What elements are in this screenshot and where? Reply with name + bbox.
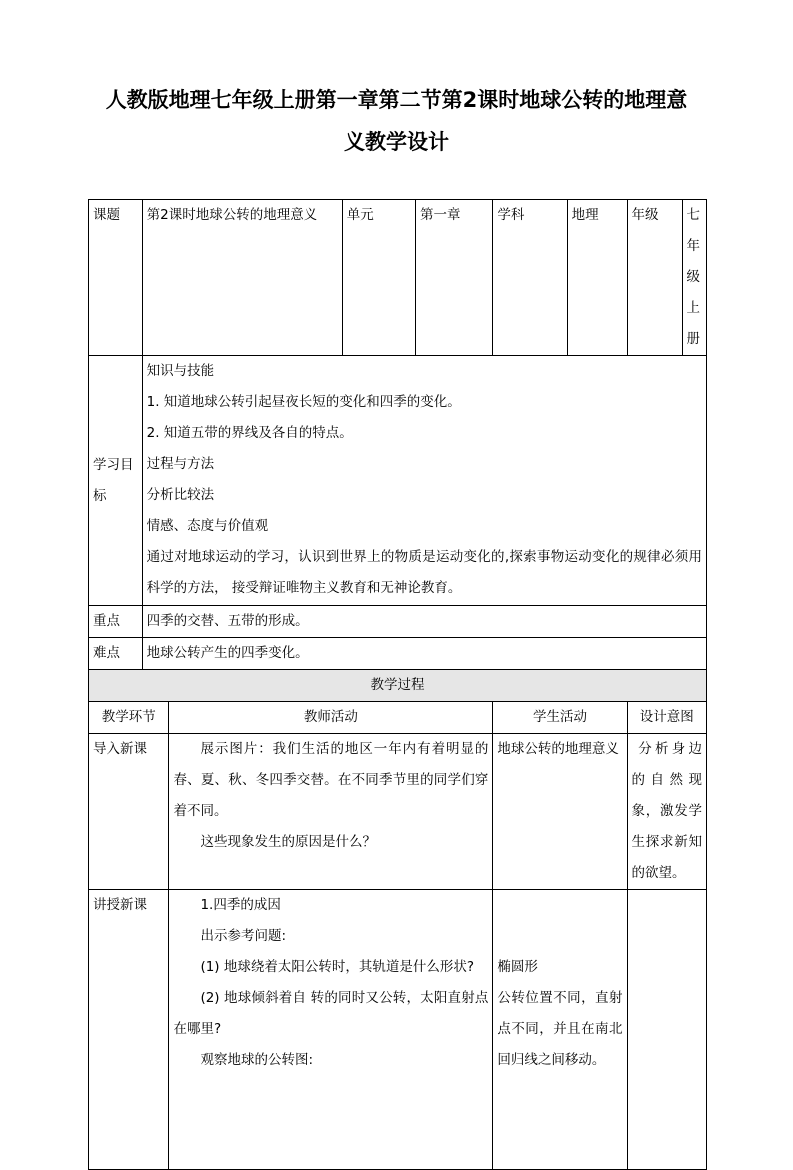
subject-value: 地理 — [567, 200, 627, 356]
column-header: 教师活动 — [169, 702, 493, 734]
student-answer: 椭圆形 — [497, 959, 538, 975]
difficult-value: 地球公转产生的四季变化。 — [142, 638, 706, 670]
stage-intro: 导入新课 — [89, 734, 169, 890]
design-intent-new — [627, 890, 707, 1170]
key-label: 重点 — [89, 606, 143, 638]
column-header: 教学环节 — [89, 702, 169, 734]
student-answer: 公转位置不同，直射点不同，并且在南北回归线之间移动。 — [497, 990, 623, 1068]
unit-value: 第一章 — [416, 200, 493, 356]
objective-line: 知识与技能 — [146, 363, 215, 379]
teacher-paragraph: 观察地球的公转图: — [200, 1052, 314, 1068]
objectives-content — [142, 356, 706, 606]
teacher-paragraph: (1) 地球绕着太阳公转时，其轨道是什么形状? — [200, 959, 475, 975]
column-header: 学生活动 — [493, 702, 627, 734]
ketou-value: 第2课时地球公转的地理意义 — [142, 200, 342, 356]
objective-line: 通过对地球运动的学习，认识到世界上的物质是运动变化的,探索事物运动变化的规律必须用科学的方法， 接受辩证唯物主义教育和无神论教育。 — [146, 549, 702, 596]
stage-new-lesson: 讲授新课 — [89, 890, 169, 1170]
objective-line: 2. 知道五带的界线及各自的特点。 — [146, 425, 353, 441]
objective-line: 1. 知道地球公转引起昼夜长短的变化和四季的变化。 — [146, 394, 461, 410]
teacher-activity-intro — [169, 734, 493, 890]
grade-cell — [627, 200, 707, 356]
grade-value: 七年级上册 — [686, 207, 700, 347]
student-activity-new — [493, 890, 627, 1170]
teacher-paragraph: 展示图片：我们生活的地区一年内有着明显的春、夏、秋、冬四季交替。在不同季节里的同学们穿着不同。 — [173, 741, 489, 819]
subject-label: 学科 — [493, 200, 567, 356]
design-intent-intro: 分析身边的自然现象，激发学生探求新知的欲望。 — [627, 734, 707, 890]
objective-line: 情感、态度与价值观 — [146, 518, 269, 534]
unit-label: 单元 — [342, 200, 415, 356]
teacher-paragraph: 出示参考问题: — [200, 928, 287, 944]
teacher-paragraph: 1.四季的成因 — [200, 897, 281, 913]
lesson-plan-table — [88, 199, 707, 1170]
grade-label: 年级 — [628, 200, 683, 355]
ketou-label: 课题 — [89, 200, 143, 356]
teacher-activity-new — [169, 890, 493, 1170]
document-title-line2: 义教学设计 — [344, 130, 449, 154]
difficult-label: 难点 — [89, 638, 143, 670]
objective-line: 过程与方法 — [146, 456, 215, 472]
student-activity-intro: 地球公转的地理意义 — [493, 734, 627, 890]
column-header: 设计意图 — [627, 702, 707, 734]
teacher-paragraph: (2) 地球倾斜着自 转的同时又公转，太阳直射点在哪里? — [173, 990, 489, 1037]
teacher-paragraph: 这些现象发生的原因是什么？ — [200, 834, 376, 850]
key-value: 四季的交替、五带的形成。 — [142, 606, 706, 638]
document-title-line1: 人教版地理七年级上册第一章第二节第2课时地球公转的地理意 — [105, 88, 688, 112]
process-header: 教学过程 — [89, 670, 707, 702]
objectives-label: 学习目标 — [89, 356, 143, 606]
objective-line: 分析比较法 — [146, 487, 215, 503]
